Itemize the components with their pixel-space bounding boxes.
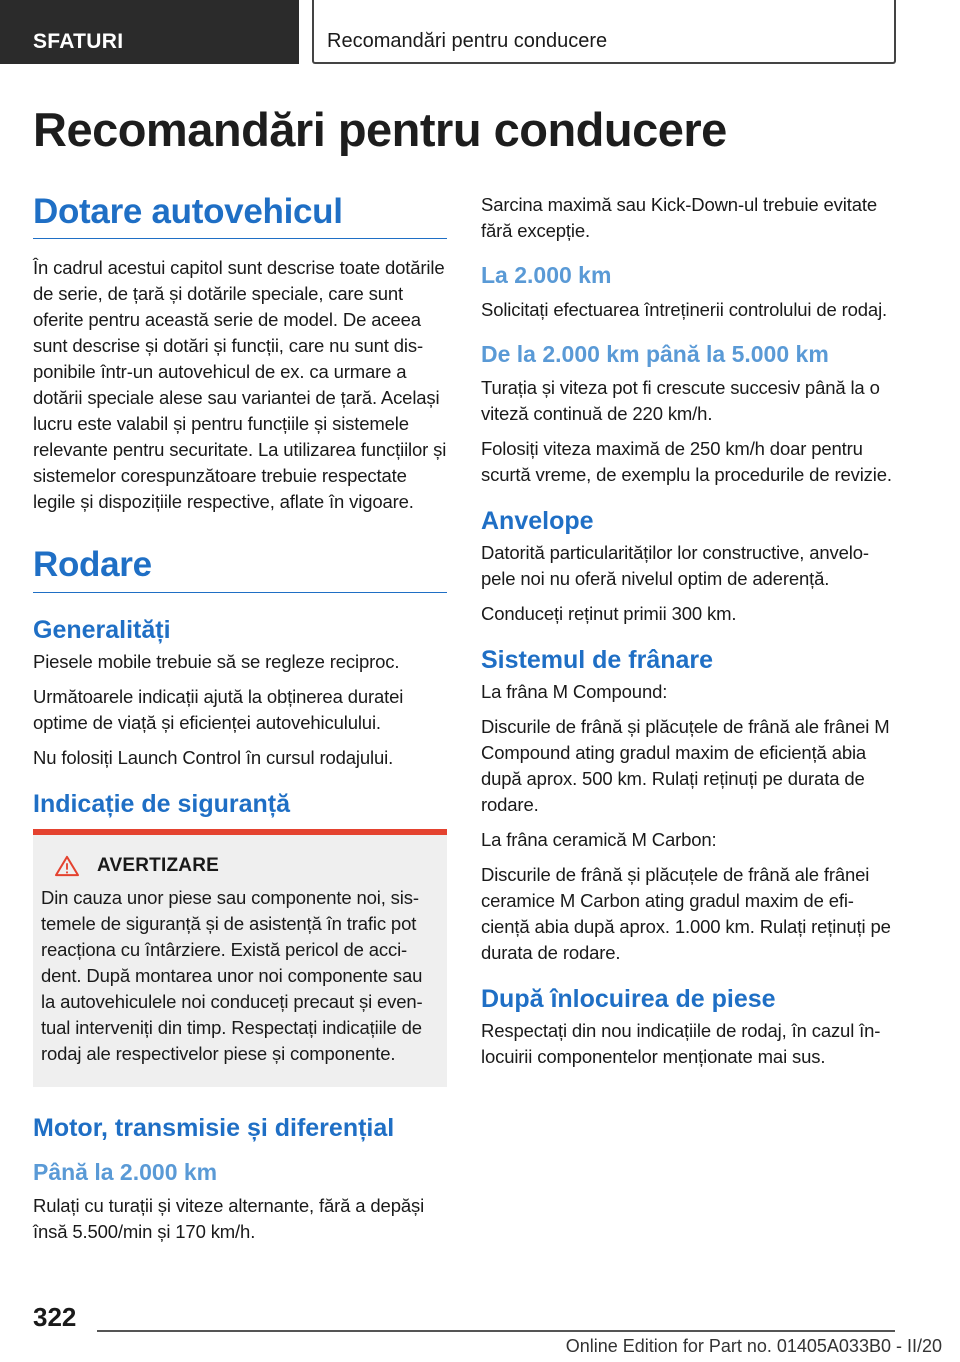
motor-text: Rulați cu turații și viteze alternante, fără a depăși însă 5.500/min și 170 km/h. (33, 1195, 425, 1243)
footer-edition (566, 1336, 942, 1357)
heading-generalitati: Generalități (33, 615, 171, 644)
heading-siguranta: Indicație de siguranță (33, 789, 291, 818)
page-number: 322 (33, 1302, 77, 1332)
piese-text: Respectați din nou indicațiile de rodaj, în cazul înlocuirii componentelor menționate mai sus. (481, 1020, 881, 1068)
heading-pana-la-2000: Până la 2.000 km (33, 1158, 218, 1185)
warning-triangle-icon (53, 855, 81, 877)
generalitati-p2: Următoarele indicații ajută la obținerea duratei optime de viață și eficienței autovehiculului. (33, 685, 404, 733)
left-column (33, 192, 447, 1254)
generalitati-p1: Piesele mobile trebuie să se regleze reciproc. (33, 650, 400, 672)
heading-dotare: Dotare autovehicul (33, 192, 447, 239)
de2000-p1: Turația și viteza pot fi crescute succesiv până la o viteză continuă de 220 km/h. (481, 377, 880, 425)
franare-p4: Discurile de frână și plăcuțele de frână ale frânei ceramice M Carbon ating gradul maxim de eficiență abia după aprox. 1.000 km. Rulați reținuți pe durata de rodare. (481, 864, 891, 964)
header-section-label: SFATURI (0, 0, 299, 64)
warning-title: AVERTIZARE (97, 854, 219, 876)
heading-la-2000: La 2.000 km (481, 262, 612, 288)
right-column (481, 192, 896, 1079)
heading-motor: Motor, transmisie și diferențial (33, 1113, 395, 1142)
warning-text: Din cauza unor piese sau componente noi, sistemele de siguranță și de asistență în trafic pot reacționa cu întârziere. Există pericol de accident. După montarea unor noi componente sau la autovehiculele noi conduceți precaut și eventual interveniți din timp. Respectați indicațiile de rodaj ale respectivelor piese și componente. (41, 886, 423, 1064)
heading-franare: Sistemul de frânare (481, 646, 714, 675)
intro-text: Sarcina maximă sau Kick-Down-ul trebuie evitate fără excepție. (481, 194, 878, 241)
anvelope-p2: Conduceți reținut primii 300 km. (481, 603, 737, 625)
page-title: Recomandări pentru conducere (33, 103, 727, 156)
generalitati-p3: Nu folosiți Launch Control în cursul rodajului. (33, 746, 394, 768)
warning-box (33, 829, 447, 1087)
footer-divider (97, 1330, 895, 1332)
de2000-p2: Folosiți viteza maximă de 250 km/h doar pentru scurtă vreme, de exemplu la procedurile de revizie. (481, 438, 892, 486)
franare-p1: La frâna M Compound: (481, 681, 668, 703)
heading-rodare: Rodare (33, 545, 447, 592)
heading-anvelope: Anvelope (481, 507, 594, 536)
la2000-text: Solicitați efectuarea întreținerii controlului de rodaj. (481, 298, 888, 320)
footer-edition-text: Online Edition for Part no. 01405A033B0 - II/20 (565, 1336, 942, 1356)
warning-header (41, 855, 437, 877)
header-chapter-label: Recomandări pentru conducere (312, 0, 896, 64)
anvelope-p1: Datorită particularităților lor constructive, anvelopele noi nu oferă nivelul optim de aderență. (481, 542, 870, 590)
heading-piese: După înlocuirea de piese (481, 985, 776, 1014)
franare-p2: Discurile de frână și plăcuțele de frână ale frânei M Compound ating gradul maxim de eficiență abia după aprox. 500 km. Rulați reținuți pe durata de rodare. (481, 716, 890, 816)
dotare-text: În cadrul acestui capitol sunt descrise toate dotările de serie, de țară și dotările speciale, care sunt oferite pentru această serie de model. De aceea sunt descrise și dotări și funcții, care nu sunt disponibile într-un autovehicul de ex. ca urmare a dotării speciale alese sau variantei de țară. Același lucru este valabil și pentru funcțiile și sistemele relevante pentru securitate. La utilizarea funcțiilor și sistemelor corespunzătoare trebuie respectate legile și dispozițiile respective, aflate în vigoare. (33, 257, 447, 513)
franare-p3: La frâna ceramică M Carbon: (481, 829, 717, 851)
heading-de-la-2000: De la 2.000 km până la 5.000 km (481, 340, 829, 367)
